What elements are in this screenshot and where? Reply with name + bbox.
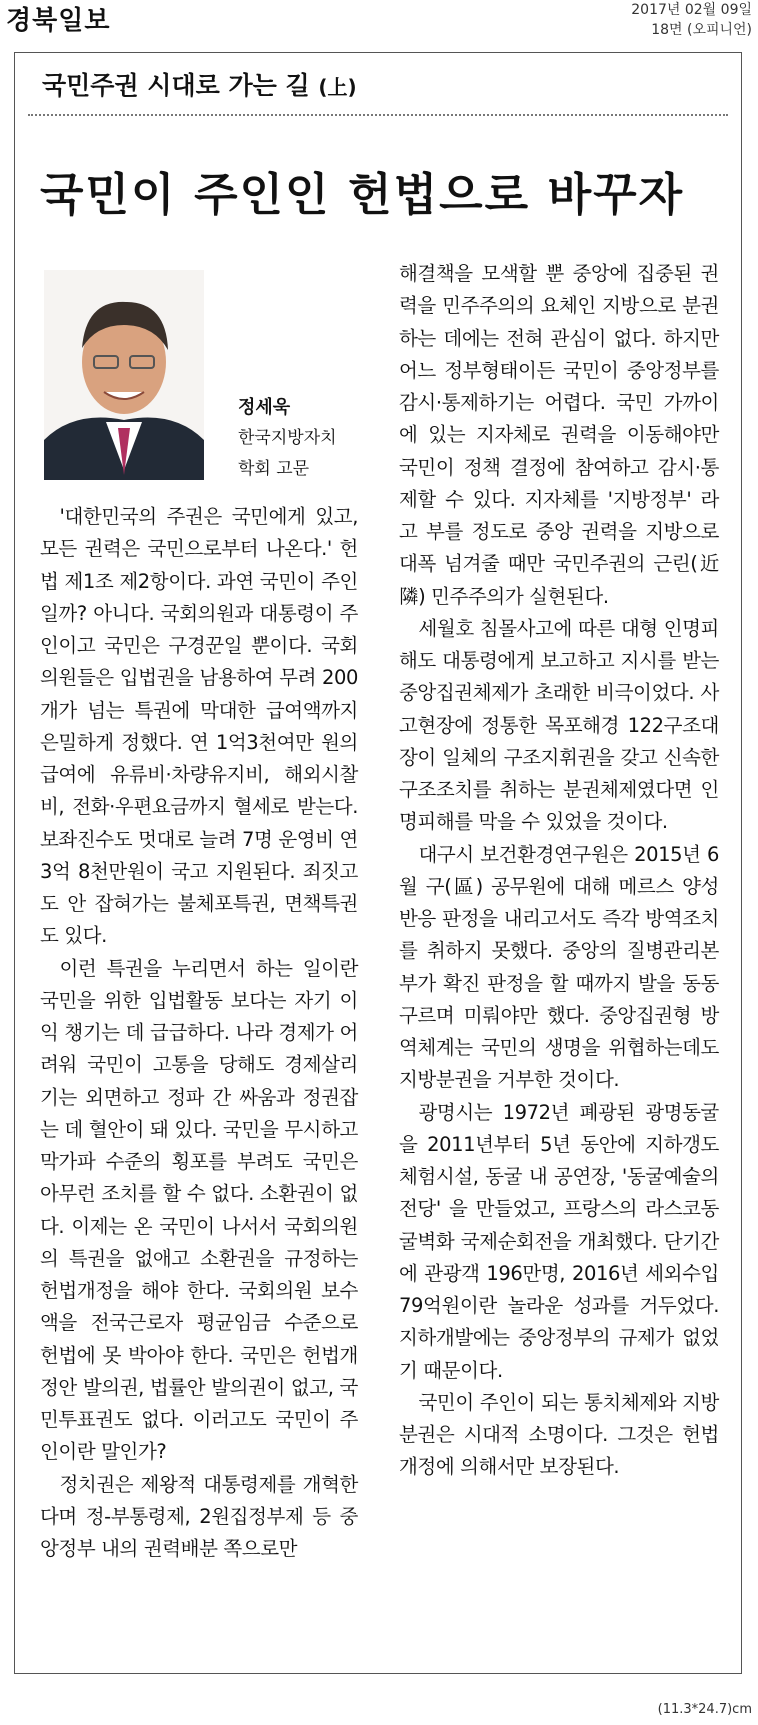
paragraph: '대한민국의 주권은 국민에게 있고, 모든 권력은 국민으로부터 나온다.' 헌법 제1조 제2항이다. 과연 국민이 주인일까? 아니다. 국회의원과 대통령이 주인이고 국민은 구경꾼일 뿐이다. 국회의원들은 입법권을 남용하여 무려 200개가 넘는 특권에 막대한 급여액까지 은밀하게 정했다. 연 1억3천여만 원의 급여에 유류비·차량유지비, 해외시찰비, 전화·우편요금까지 혈세로 받는다. 보좌진수도 멋대로 늘려 7명 운영비 연 3억 8천만원이 국고 지원된다. 죄짓고도 안 잡혀가는 불체포특권, 면책특권도 있다. bbox=[40, 505, 358, 948]
article-column-left bbox=[40, 501, 358, 1565]
paragraph: 정치권은 제왕적 대통령제를 개혁한다며 정-부통령제, 2원집정부제 등 중앙정부 내의 권력배분 쪽으로만 bbox=[40, 1472, 358, 1560]
series-title-text: 국민주권 시대로 가는 길 bbox=[42, 71, 310, 100]
series-mark: (上) bbox=[318, 75, 357, 99]
article-column-right bbox=[399, 258, 719, 1484]
series-title bbox=[42, 66, 357, 102]
paragraph: 국민이 주인이 되는 통치체제와 지방분권은 시대적 소명이다. 그것은 헌법개정에 의해서만 보장된다. bbox=[399, 1390, 719, 1479]
publication-date: 2017년 02월 09일 bbox=[631, 2, 752, 18]
headline: 국민이 주인인 헌법으로 바꾸자 bbox=[40, 168, 685, 221]
author-title: 한국지방자치 bbox=[238, 428, 337, 448]
paragraph: 이런 특권을 누리면서 하는 일이란 국민을 위한 입법활동 보다는 자기 이익 챙기는 데 급급하다. 나라 경제가 어려워 국민이 고통을 당해도 경제살리기는 외면하고 정파 간 싸움과 정권잡는 데 혈안이 돼 있다. 국민을 무시하고 막가파 수준의 횡포를 부려도 국민은 아무런 조치를 할 수 없다. 소환권이 없다. 이제는 온 국민이 나서서 국회의원의 특권을 없애고 소환권을 규정하는 헌법개정을 해야 한다. 국회의원 보수액을 전국근로자 평균임금 수준으로 헌법에 못 박아야 한다. 국민은 헌법개정안 발의권, 법률안 발의권이 없고, 국민투표권도 없다. 이러고도 국민이 주인이란 말인가? bbox=[40, 956, 358, 1464]
paragraph-continued: 해결책을 모색할 뿐 중앙에 집중된 권력을 민주주의의 요체인 지방으로 분권하는 데에는 전혀 관심이 없다. 하지만 어느 정부형태이든 국민이 중앙정부를 감시·통제하기는 어렵다. 국민 가까이에 있는 지자체로 권력을 이동해야만 국민이 정책 결정에 참여하고 감시·통제할 수 있다. 지자체를 '지방정부' 라고 부를 정도로 중앙 권력을 지방으로 대폭 넘겨줄 때만 국민주권의 근린(近隣) 민주주의가 실현된다. bbox=[399, 262, 719, 608]
author-photo bbox=[44, 270, 204, 480]
publication-meta bbox=[631, 0, 752, 40]
clip-size: (11.3*24.7)cm bbox=[657, 1702, 752, 1717]
paragraph: 대구시 보건환경연구원은 2015년 6월 구(區) 공무원에 대해 메르스 양성반응 판정을 내리고서도 즉각 방역조치를 취하지 못했다. 중앙의 질병관리본부가 확진 판정을 할 때까지 발을 동동 구르며 미뤄야만 했다. 중앙집권형 방역체계는 국민의 생명을 위협하는데도 지방분권을 거부한 것이다. bbox=[399, 842, 719, 1092]
masthead-logo: 경북일보 bbox=[6, 6, 111, 36]
paragraph: 광명시는 1972년 폐광된 광명동굴을 2011년부터 5년 동안에 지하갱도 체험시설, 동굴 내 공연장, '동굴예술의 전당' 을 만들었고, 프랑스의 라스코동굴벽화 국제순회전을 개최했다. 단기간에 관광객 196만명, 2016년 세외수입 79억원이란 놀라운 성과를 거두었다. 지하개발에는 중앙정부의 규제가 없었기 때문이다. bbox=[399, 1100, 719, 1382]
dotted-divider bbox=[28, 114, 728, 116]
page-section: 18면 (오피니언) bbox=[651, 22, 752, 38]
author-name: 정세욱 bbox=[238, 397, 291, 418]
author-info bbox=[238, 392, 337, 485]
paragraph: 세월호 침몰사고에 따른 대형 인명피해도 대통령에게 보고하고 지시를 받는 중앙집권체제가 초래한 비극이었다. 사고현장에 정통한 목포해경 122구조대장이 일체의 구조지휘권을 갖고 신속한 구조조치를 취하는 분권체제였다면 인명피해를 막을 수 있었을 것이다. bbox=[399, 616, 719, 834]
author-title-2: 학회 고문 bbox=[238, 459, 310, 479]
